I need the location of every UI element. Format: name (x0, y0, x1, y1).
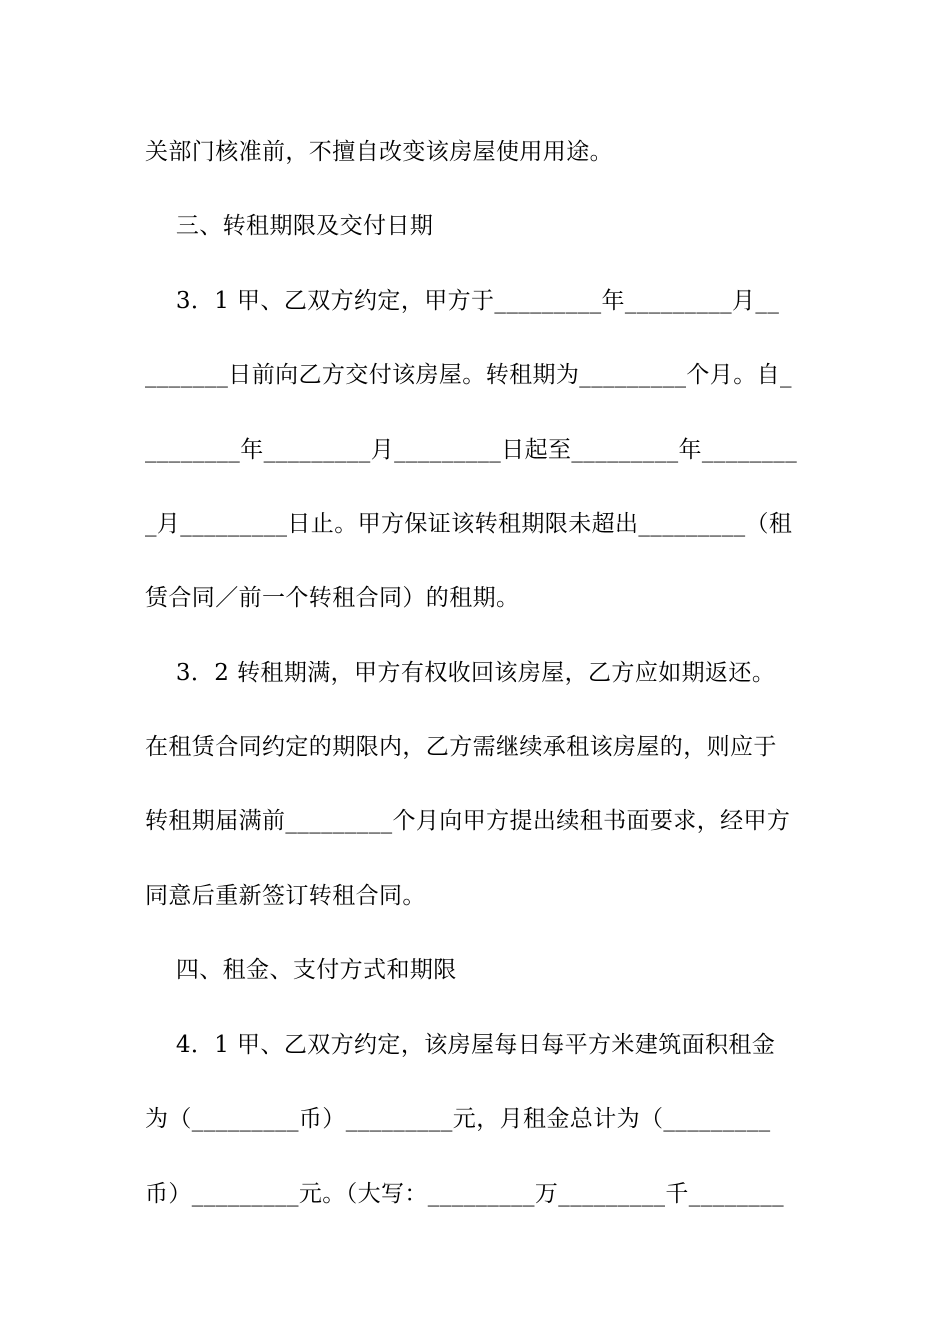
text-line: 同意后重新签订转租合同。 (145, 883, 426, 909)
text-line: 币）_________元。（大写：_________万_________千________ (145, 1181, 784, 1207)
text-line: 3．1 甲、乙双方约定，甲方于_________年_________月__ (145, 288, 780, 314)
text-line: _______日前向乙方交付该房屋。转租期为_________个月。自_ (145, 362, 792, 388)
text-line: 4．1 甲、乙双方约定，该房屋每日每平方米建筑面积租金 (145, 1032, 776, 1058)
text-line: _月_________日止。甲方保证该转租期限未超出_________（租 (145, 511, 793, 537)
text-line: 赁合同／前一个转租合同）的租期。 (145, 585, 520, 611)
text-line: 3．2 转租期满，甲方有权收回该房屋，乙方应如期返还。 (145, 660, 776, 686)
section-heading: 四、租金、支付方式和期限 (145, 957, 457, 983)
text-line: ________年_________月_________日起至_________年________ (145, 437, 798, 463)
text-line: 转租期届满前_________个月向甲方提出续租书面要求，经甲方 (145, 808, 791, 834)
section-heading: 三、转租期限及交付日期 (145, 213, 434, 239)
text-line: 在租赁合同约定的期限内，乙方需继续承租该房屋的，则应于 (145, 734, 777, 760)
text-line: 为（_________币）_________元，月租金总计为（_________ (145, 1106, 771, 1132)
text-line: 关部门核准前，不擅自改变该房屋使用用途。 (145, 139, 613, 165)
